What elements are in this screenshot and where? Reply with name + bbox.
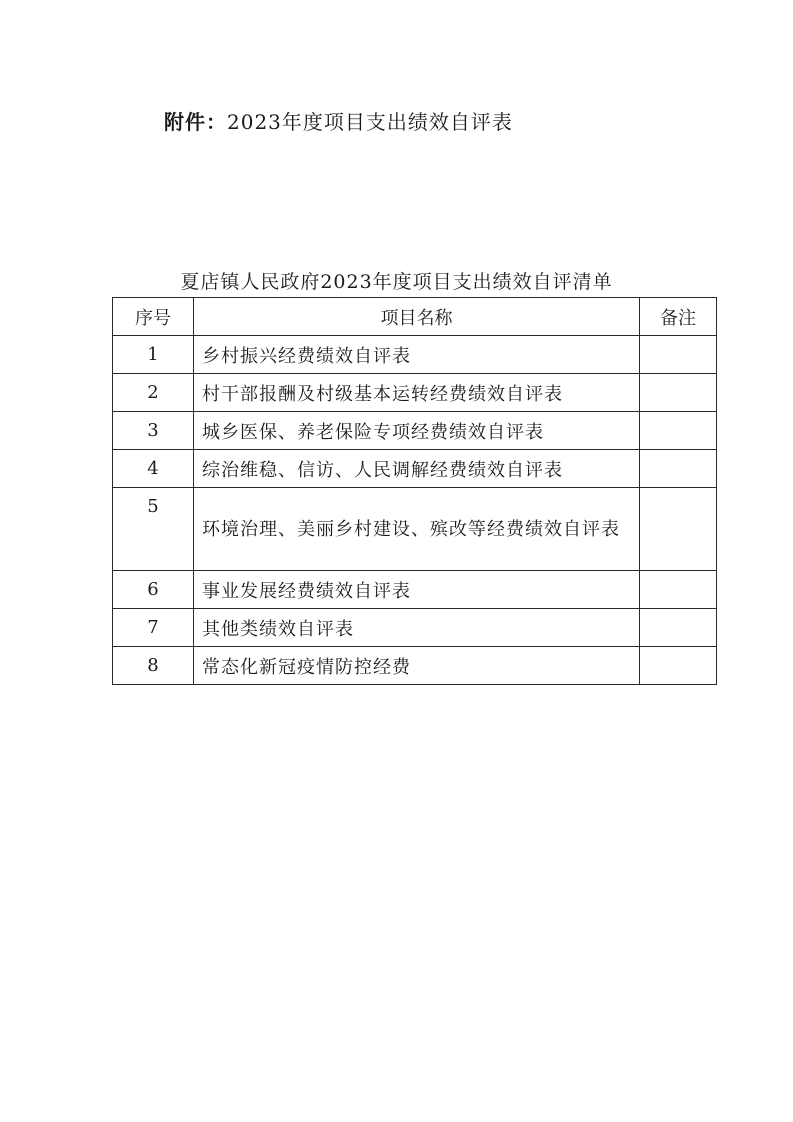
row-remarks (640, 450, 717, 488)
row-remarks (640, 336, 717, 374)
row-number: 3 (113, 412, 194, 450)
row-remarks (640, 609, 717, 647)
row-number: 1 (113, 336, 194, 374)
row-project-name: 事业发展经费绩效自评表 (194, 571, 640, 609)
row-project-name: 乡村振兴经费绩效自评表 (194, 336, 640, 374)
header-remarks: 备注 (640, 298, 717, 336)
row-number: 2 (113, 374, 194, 412)
row-project-name: 环境治理、美丽乡村建设、殡改等经费绩效自评表 (194, 488, 640, 571)
table-title: 夏店镇人民政府2023年度项目支出绩效自评清单 (180, 271, 613, 293)
row-number: 6 (113, 571, 194, 609)
row-number: 4 (113, 450, 194, 488)
row-number: 7 (113, 609, 194, 647)
row-remarks (640, 412, 717, 450)
row-project-name: 其他类绩效自评表 (194, 609, 640, 647)
table-row (113, 609, 717, 647)
row-project-name: 城乡医保、养老保险专项经费绩效自评表 (194, 412, 640, 450)
row-project-name: 村干部报酬及村级基本运转经费绩效自评表 (194, 374, 640, 412)
table-row (113, 412, 717, 450)
table-row (113, 374, 717, 412)
table-header-row (113, 298, 717, 336)
row-project-name: 综治维稳、信访、人民调解经费绩效自评表 (194, 450, 640, 488)
evaluation-list-table (112, 297, 717, 685)
table-row (113, 336, 717, 374)
table-row (113, 571, 717, 609)
attachment-label: 附件： (164, 110, 227, 134)
row-remarks (640, 488, 717, 571)
row-project-name: 常态化新冠疫情防控经费 (194, 647, 640, 685)
row-number: 8 (113, 647, 194, 685)
header-project-name: 项目名称 (194, 298, 640, 336)
row-remarks (640, 571, 717, 609)
row-number: 5 (113, 488, 194, 571)
row-remarks (640, 374, 717, 412)
row-remarks (640, 647, 717, 685)
header-number: 序号 (113, 298, 194, 336)
attachment-heading (164, 106, 513, 135)
attachment-title: 2023年度项目支出绩效自评表 (227, 110, 513, 134)
table-row (113, 488, 717, 571)
table-row (113, 450, 717, 488)
table-row (113, 647, 717, 685)
